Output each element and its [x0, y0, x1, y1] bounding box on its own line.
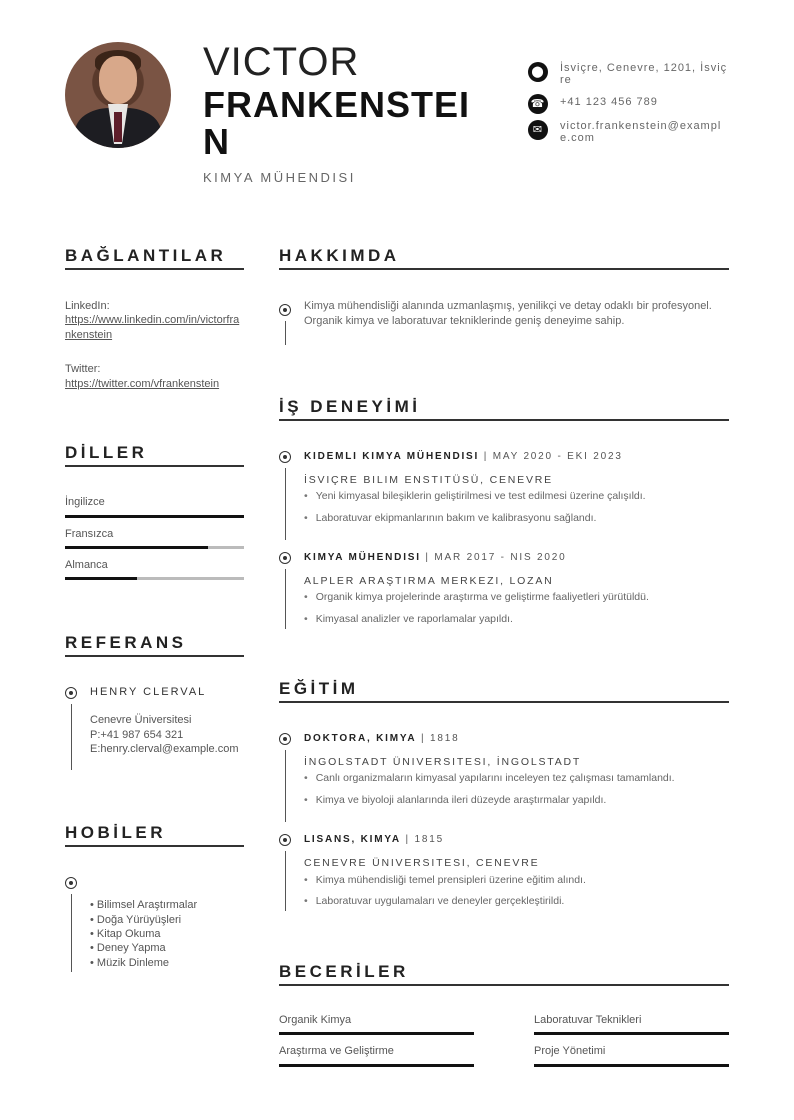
references-heading: REFERANS	[65, 633, 187, 652]
hobby-item: • Deney Yapma	[90, 942, 166, 954]
experience-title: KIMYA MÜHENDISI | MAR 2017 - NIS 2020	[304, 552, 567, 563]
timeline-dot	[279, 733, 291, 745]
skill-label: Organik Kimya	[279, 1014, 352, 1026]
language-level-bar	[65, 546, 244, 549]
experience-bullet: • Organik kimya projelerinde araştırma ve geliştirme faaliyetleri yürütüldü.	[304, 591, 649, 603]
divider	[279, 419, 729, 421]
timeline-line	[285, 569, 286, 629]
language-level-fill	[65, 577, 137, 580]
reference-org: Cenevre Üniversitesi	[90, 714, 192, 726]
phone-icon: ☎	[528, 94, 548, 114]
language-level-fill	[65, 515, 244, 518]
twitter-link[interactable]: https://twitter.com/vfrankenstein	[65, 378, 220, 390]
skill-bar	[534, 1032, 729, 1035]
timeline-dot	[65, 877, 77, 889]
twitter-label: Twitter:	[65, 363, 101, 375]
education-bullet: • Laboratuvar uygulamaları ve deneyler gerçekleştirildi.	[304, 895, 564, 907]
experience-heading: İŞ DENEYİMİ	[279, 397, 421, 416]
job-title: KIMYA MÜHENDISI	[203, 170, 356, 185]
connections-heading: BAĞLANTILAR	[65, 246, 227, 265]
divider	[65, 655, 244, 657]
language-level-fill	[65, 546, 208, 549]
experience-org: ALPLER ARAŞTIRMA MERKEZI, LOZAN	[304, 575, 554, 587]
language-name: Fransızca	[65, 528, 114, 540]
skills-heading: BECERİLER	[279, 962, 409, 981]
languages-heading: DİLLER	[65, 443, 148, 462]
about-heading: HAKKIMDA	[279, 246, 400, 265]
language-level-bar	[65, 577, 244, 580]
education-heading: EĞİTİM	[279, 679, 359, 698]
hobby-item: • Müzik Dinleme	[90, 957, 170, 969]
timeline-line	[71, 894, 72, 972]
reference-email[interactable]: E:henry.clerval@example.com	[90, 743, 239, 755]
language-name: İngilizce	[65, 496, 105, 508]
timeline-line	[285, 468, 286, 540]
first-name: VICTOR	[203, 40, 360, 84]
profile-photo	[65, 42, 171, 148]
skill-bar	[279, 1032, 474, 1035]
education-bullet: • Canlı organizmaların kimyasal yapılarını inceleyen tez çalışması tamamlandı.	[304, 772, 675, 784]
linkedin-link[interactable]: https://www.linkedin.com/in/victorfrankenstein	[65, 314, 240, 341]
language-name: Almanca	[65, 559, 108, 571]
divider	[279, 701, 729, 703]
timeline-line	[285, 750, 286, 822]
experience-title: KIDEMLI KIMYA MÜHENDISI | MAY 2020 - EKI 2023	[304, 451, 623, 462]
location-pin-icon: ⬤	[528, 62, 548, 82]
hobby-item: • Doğa Yürüyüşleri	[90, 914, 182, 926]
about-text: Kimya mühendisliği alanında uzmanlaşmış, yenilikçi ve detay odaklı bir profesyonel. Organik kimya ve laboratuvar tekniklerinde geniş deneyime sahip.	[304, 300, 712, 327]
divider	[65, 268, 244, 270]
education-school: CENEVRE ÜNIVERSITESI, CENEVRE	[304, 857, 540, 869]
timeline-dot	[279, 304, 291, 316]
timeline-dot	[65, 687, 77, 699]
timeline-line	[285, 851, 286, 911]
experience-bullet: • Laboratuvar ekipmanlarının bakım ve kalibrasyonu sağlandı.	[304, 512, 596, 524]
experience-org: İSVIÇRE BILIM ENSTITÜSÜ, CENEVRE	[304, 474, 553, 486]
timeline-line	[285, 321, 286, 345]
timeline-dot	[279, 834, 291, 846]
skill-bar	[534, 1064, 729, 1067]
education-title: DOKTORA, KIMYA | 1818	[304, 733, 460, 744]
skill-label: Laboratuvar Teknikleri	[534, 1014, 642, 1026]
divider	[279, 268, 729, 270]
reference-phone: P:+41 987 654 321	[90, 729, 184, 741]
divider	[279, 984, 729, 986]
skill-label: Araştırma ve Geliştirme	[279, 1045, 394, 1057]
education-bullet: • Kimya ve biyoloji alanlarında ileri düzeyde araştırmalar yapıldı.	[304, 794, 606, 806]
education-title: LISANS, KIMYA | 1815	[304, 834, 444, 845]
reference-name: HENRY CLERVAL	[90, 686, 207, 698]
experience-bullet: • Yeni kimyasal bileşiklerin geliştirilmesi ve test edilmesi üzerine çalışıldı.	[304, 490, 646, 502]
hobby-item: • Kitap Okuma	[90, 928, 161, 940]
experience-bullet: • Kimyasal analizler ve raporlamalar yapıldı.	[304, 613, 513, 625]
education-school: İNGOLSTADT ÜNIVERSITESI, İNGOLSTADT	[304, 756, 582, 768]
linkedin-label: LinkedIn:	[65, 300, 110, 312]
timeline-line	[71, 704, 72, 770]
divider	[65, 465, 244, 467]
divider	[65, 845, 244, 847]
hobbies-heading: HOBİLER	[65, 823, 166, 842]
language-level-bar	[65, 515, 244, 518]
skill-label: Proje Yönetimi	[534, 1045, 606, 1057]
skill-bar	[279, 1064, 474, 1067]
education-bullet: • Kimya mühendisliği temel prensipleri üzerine eğitim alındı.	[304, 874, 586, 886]
envelope-icon: ✉	[528, 120, 548, 140]
last-name: FRANKENSTEIN	[203, 84, 471, 162]
timeline-dot	[279, 552, 291, 564]
timeline-dot	[279, 451, 291, 463]
hobby-item: • Bilimsel Araştırmalar	[90, 899, 198, 911]
